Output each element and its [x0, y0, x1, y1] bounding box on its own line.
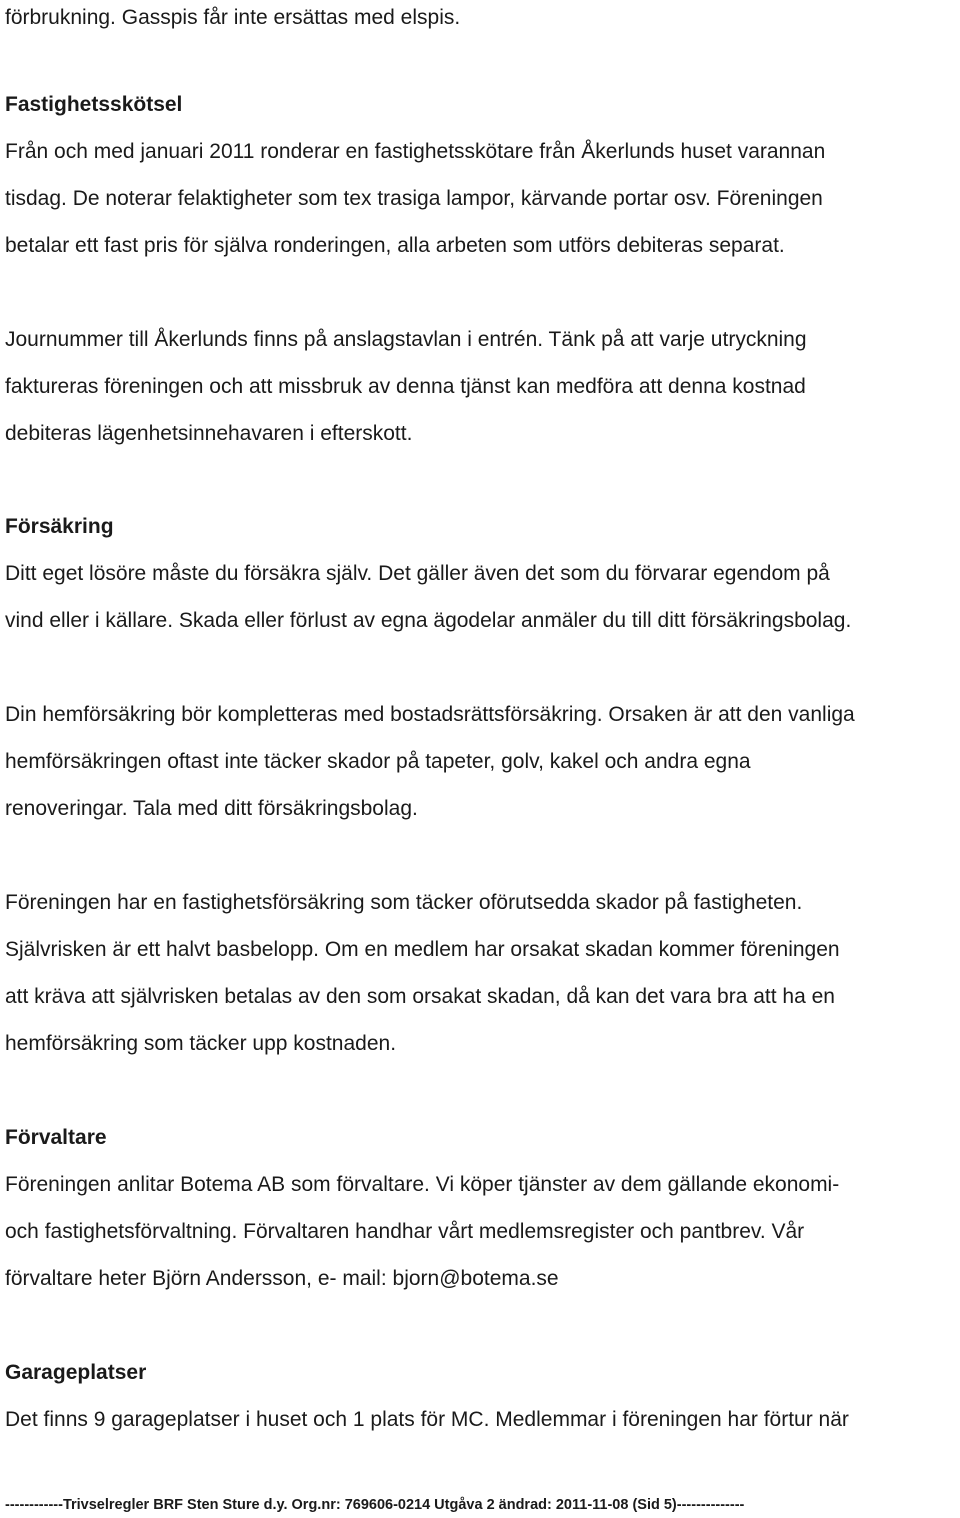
text-line: renoveringar. Tala med ditt försäkringsbolag. [5, 797, 418, 820]
text-line: Självrisken är ett halvt basbelopp. Om en medlem har orsakat skadan kommer föreningen [5, 938, 840, 961]
text-line: Det finns 9 garageplatser i huset och 1 plats för MC. Medlemmar i föreningen har förtur när [5, 1408, 849, 1431]
text-line: faktureras föreningen och att missbruk av denna tjänst kan medföra att denna kostnad [5, 375, 806, 398]
text-line: hemförsäkringen oftast inte täcker skador på tapeter, golv, kakel och andra egna [5, 750, 751, 773]
text-line: förbrukning. Gasspis får inte ersättas med elspis. [5, 6, 461, 29]
page-footer: ------------Trivselregler BRF Sten Sture d.y. Org.nr: 769606-0214 Utgåva 2 ändrad: 2011-11-08 (Sid 5)-------------- [5, 1497, 745, 1513]
text-line: Ditt eget lösöre måste du försäkra själv. Det gäller även det som du förvarar egendom på [5, 562, 830, 585]
text-line: Din hemförsäkring bör kompletteras med bostadsrättsförsäkring. Orsaken är att den vanliga [5, 703, 855, 726]
text-line: Journummer till Åkerlunds finns på anslagstavlan i entrén. Tänk på att varje utryckning [5, 328, 807, 351]
section-heading-fastighetsskotsel: Fastighetsskötsel [5, 93, 183, 116]
text-line: tisdag. De noterar felaktigheter som tex trasiga lampor, kärvande portar osv. Föreningen [5, 187, 823, 210]
text-line: hemförsäkring som täcker upp kostnaden. [5, 1032, 397, 1055]
text-line: Från och med januari 2011 ronderar en fastighetsskötare från Åkerlunds huset varannan [5, 140, 826, 163]
text-line: förvaltare heter Björn Andersson, e- mail: bjorn@botema.se [5, 1267, 559, 1290]
section-heading-forvaltare: Förvaltare [5, 1126, 107, 1149]
text-line: debiteras lägenhetsinnehavaren i efterskott. [5, 422, 413, 445]
text-line: Föreningen har en fastighetsförsäkring som täcker oförutsedda skador på fastigheten. [5, 891, 803, 914]
text-line: vind eller i källare. Skada eller förlust av egna ägodelar anmäler du till ditt försäkringsbolag. [5, 609, 852, 632]
section-heading-garageplatser: Garageplatser [5, 1361, 147, 1384]
text-line: och fastighetsförvaltning. Förvaltaren handhar vårt medlemsregister och pantbrev. Vår [5, 1220, 805, 1243]
text-line: Föreningen anlitar Botema AB som förvaltare. Vi köper tjänster av dem gällande ekonomi- [5, 1173, 840, 1196]
text-line: att kräva att självrisken betalas av den som orsakat skadan, då kan det vara bra att ha en [5, 985, 835, 1008]
text-line: betalar ett fast pris för själva ronderingen, alla arbeten som utförs debiteras separat. [5, 234, 785, 257]
section-heading-forsakring: Försäkring [5, 515, 114, 538]
